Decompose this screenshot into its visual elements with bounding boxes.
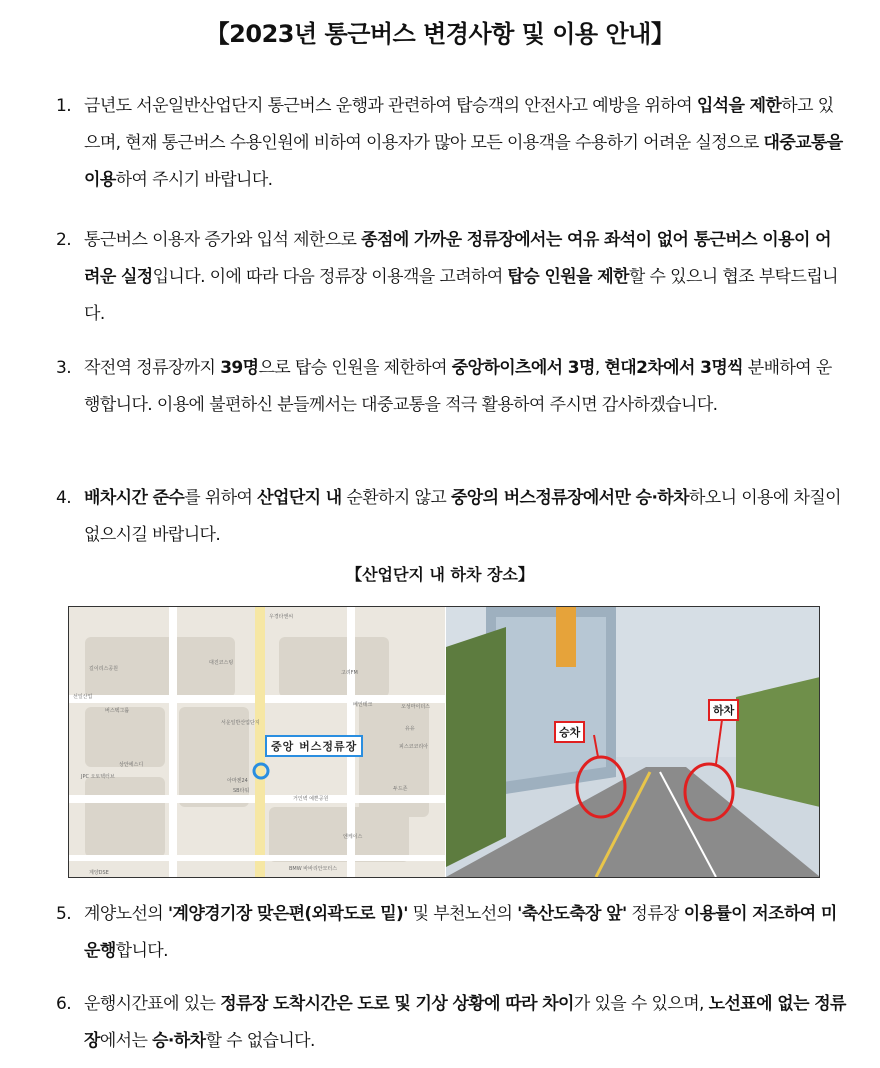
- notice-item-3: [56, 350, 846, 424]
- notice-item-5: [56, 896, 846, 970]
- map-place-label: 두드존: [393, 786, 408, 792]
- item-text: [84, 350, 846, 424]
- emphasis-text: 현대2차에서 3명씩: [604, 358, 743, 378]
- map-place-label: 선일산업: [73, 694, 93, 700]
- body-text: ,: [594, 358, 605, 378]
- item-text: [84, 480, 846, 554]
- bus-stop-label: 중앙 버스정류장: [265, 735, 363, 757]
- item-number: 2.: [56, 230, 72, 250]
- map-place-label: 버스텍그룹: [105, 708, 130, 714]
- item-text: [84, 222, 846, 333]
- emphasis-text: '계양경기장 맞은편(외곽도로 밑)': [167, 904, 408, 924]
- notice-item-6: [56, 986, 846, 1060]
- body-text: 정류장: [626, 904, 684, 924]
- item-text: [84, 88, 846, 199]
- item-text: [84, 986, 846, 1060]
- map-place-label: 오성마이더스: [401, 704, 430, 710]
- body-text: 를 위하여: [184, 488, 258, 508]
- map-place-label: 피스코코리아: [399, 744, 428, 750]
- emphasis-text: 산업단지 내: [257, 488, 342, 508]
- body-text: 하여 주시기 바랍니다.: [115, 170, 273, 190]
- emphasis-text: 입석을 제한: [696, 96, 782, 116]
- map-place-label: 베인테크: [353, 702, 373, 708]
- body-text: 금년도 서운일반산업단지 통근버스 운행과 관련하여 탑승객의 안전사고 예방을 위하여: [84, 96, 697, 116]
- notice-item-1: [56, 88, 846, 199]
- body-text: 작전역 정류장까지: [84, 358, 221, 378]
- street-scene: [446, 607, 820, 877]
- emphasis-text: 이용률이 저조하여 미운행: [84, 904, 837, 961]
- body-text: 할 수 있으니 협조 부탁드립니다.: [84, 267, 838, 324]
- map-place-label: 길이리스공원: [89, 666, 118, 672]
- map-place-label: 거인벽 예쁜공원: [293, 796, 329, 802]
- body-text: 분배하여 운행합니다. 이용에 불편하신 분들께서는 대중교통을 적극 활용하여 주시면 감사하겠습니다.: [84, 358, 832, 415]
- item-number: 6.: [56, 994, 72, 1014]
- body-text: 으로 탑승 인원을 제한하여: [258, 358, 452, 378]
- body-text: 및 부천노선의: [407, 904, 518, 924]
- emphasis-text: 노선표에 없는 정류장: [84, 994, 846, 1051]
- map-place-label: 대진코스팅: [209, 660, 234, 666]
- map-place-label: 계양DSE: [89, 870, 109, 876]
- boarding-sign: 승차: [554, 721, 585, 743]
- body-text: 순환하지 않고: [341, 488, 451, 508]
- item-text: [84, 896, 846, 970]
- map-place-label: 유유: [405, 726, 415, 732]
- body-text: 계양노선의: [84, 904, 168, 924]
- emphasis-text: 종점에 가까운 정류장에서는 여유 좌석이 없어 통근버스 이용이 어려운 실정: [84, 230, 831, 287]
- body-text: 통근버스 이용자 증가와 입석 제한으로: [84, 230, 362, 250]
- emphasis-text: 탑승 인원을 제한: [507, 267, 629, 287]
- emphasis-text: 승·하차: [152, 1031, 206, 1051]
- page-title: 【2023년 통근버스 변경사항 및 이용 안내】: [205, 20, 675, 48]
- emphasis-text: 중앙하이츠에서 3명: [451, 358, 595, 378]
- body-text: 입니다. 이에 따라 다음 정류장 이용객을 고려하여: [152, 267, 508, 287]
- map-place-label: 고려FM: [341, 670, 358, 676]
- emphasis-text: 39명: [220, 358, 259, 378]
- map-place-label: SB타워: [233, 788, 250, 794]
- figure-caption: 【산업단지 내 하차 장소】: [346, 565, 534, 584]
- body-text: 운행시간표에 있는: [84, 994, 221, 1014]
- body-text: 하고 있으며, 현재 통근버스 수용인원에 비하여 이용자가 많아 모든 이용객을 수용하기 어려운 실정으로: [84, 96, 834, 153]
- emphasis-text: '축산도축장 앞': [517, 904, 627, 924]
- map-roads: [69, 607, 445, 877]
- item-number: 1.: [56, 96, 72, 116]
- body-text: 하오니 이용에 차질이 없으시길 바랍니다.: [84, 488, 841, 545]
- map-place-label: 우경타앤씨: [269, 614, 294, 620]
- body-text: 에서는: [99, 1031, 153, 1051]
- emphasis-text: 배차시간 준수: [84, 488, 185, 508]
- body-text: 가 있을 수 있으며,: [573, 994, 709, 1014]
- alighting-sign: 하차: [708, 699, 739, 721]
- emphasis-text: 정류장 도착시간은 도로 및 기상 상황에 따라 차이: [220, 994, 574, 1014]
- emphasis-text: 중앙의 버스정류장에서만 승·하차: [450, 488, 689, 508]
- body-text: 합니다.: [115, 941, 168, 961]
- map-place-label: 엔케이스: [343, 834, 363, 840]
- street-photo: [446, 607, 820, 877]
- map-place-label: BMW 바바리안모터스: [289, 866, 338, 872]
- map-place-label: 서운일반산업단지: [221, 720, 260, 726]
- item-number: 5.: [56, 904, 72, 924]
- notice-item-2: [56, 222, 846, 333]
- alighting-location-figure: [68, 606, 820, 878]
- map-place-label: 상안에스디: [119, 762, 144, 768]
- item-number: 4.: [56, 488, 72, 508]
- item-number: 3.: [56, 358, 72, 378]
- notice-item-4: [56, 480, 846, 554]
- emphasis-text: 대중교통을 이용: [84, 133, 843, 190]
- industrial-park-map: [69, 607, 445, 877]
- map-place-label: 아마젠24: [227, 778, 248, 784]
- map-place-label: JPC 오토텍터브: [81, 774, 115, 780]
- body-text: 할 수 없습니다.: [205, 1031, 315, 1051]
